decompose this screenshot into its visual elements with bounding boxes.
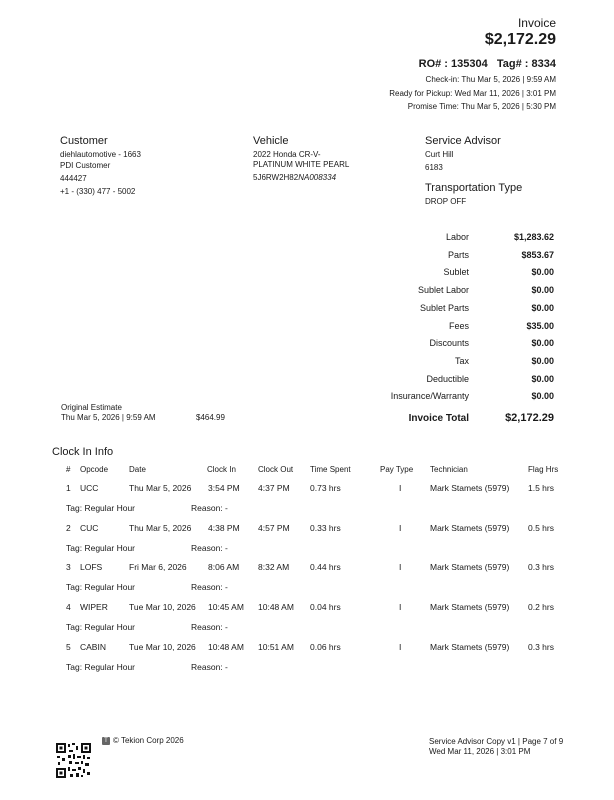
tag-label: Tag: bbox=[66, 503, 83, 513]
tag-label: Tag: bbox=[66, 542, 83, 553]
ro-tag-line: RO# : 135304 Tag# : 8334 bbox=[418, 58, 556, 70]
transport-heading: Transportation Type bbox=[425, 182, 523, 194]
vin-prefix: 5J6RW2H82 bbox=[253, 173, 299, 182]
cell-clock-in: 3:54 PM bbox=[208, 483, 240, 493]
cell-clock-out: 4:37 PM bbox=[258, 483, 290, 493]
customer-name: diehlautomotive - 1663 bbox=[60, 150, 141, 159]
cell-num: 3 bbox=[66, 562, 71, 573]
printed-timestamp: Wed Mar 11, 2026 | 3:01 PM bbox=[429, 747, 531, 756]
cell-flag-hrs: 0.2 hrs bbox=[528, 602, 554, 613]
tag-value: Regular Hour bbox=[84, 503, 136, 513]
total-value: $853.67 bbox=[521, 249, 554, 260]
qr-code-graphic bbox=[55, 742, 92, 779]
cell-clock-out: 8:32 AM bbox=[258, 562, 290, 573]
check-in-time: Check-in: Thu Mar 5, 2026 | 9:59 AM bbox=[425, 75, 556, 84]
reason-value: - bbox=[225, 582, 228, 593]
copyright: © Tekion Corp 2026 bbox=[113, 736, 184, 745]
cell-clock-in: 10:45 AM bbox=[208, 602, 244, 613]
estimate-heading: Original Estimate bbox=[61, 403, 122, 412]
reason-line bbox=[191, 503, 228, 513]
total-label: Sublet Labor bbox=[417, 285, 469, 296]
reason-line bbox=[191, 543, 228, 553]
cell-technician: Mark Stamets (5979) bbox=[430, 602, 510, 613]
vehicle-model: 2022 Honda CR-V- bbox=[253, 150, 321, 159]
total-value: $0.00 bbox=[531, 373, 554, 384]
total-value: $0.00 bbox=[531, 355, 554, 366]
col-header-pay-type: Pay Type bbox=[380, 465, 414, 474]
cell-pay-type: I bbox=[399, 641, 402, 652]
vin-suffix: NA008334 bbox=[298, 173, 337, 182]
document-type: Invoice bbox=[517, 16, 556, 30]
total-value: $0.00 bbox=[531, 338, 554, 349]
cell-time-spent: 0.33 hrs bbox=[310, 522, 341, 533]
tag-line bbox=[66, 503, 135, 513]
total-label: Parts bbox=[447, 249, 469, 260]
cell-date: Tue Mar 10, 2026 bbox=[129, 602, 196, 613]
customer-type: PDI Customer bbox=[60, 161, 111, 170]
cell-pay-type: I bbox=[399, 602, 402, 613]
cell-flag-hrs: 0.3 hrs bbox=[528, 641, 554, 652]
copy-info: Service Advisor Copy v1 | Page 7 of 9 bbox=[429, 737, 564, 746]
total-label: Discounts bbox=[429, 338, 469, 349]
tag-value: Regular Hour bbox=[84, 622, 136, 633]
tag-label: Tag: bbox=[66, 582, 83, 593]
total-value: $0.00 bbox=[531, 302, 554, 313]
reason-value: - bbox=[225, 503, 228, 513]
cell-clock-out: 4:57 PM bbox=[258, 522, 290, 533]
tag-line bbox=[66, 662, 135, 672]
tag-value: Regular Hour bbox=[84, 661, 136, 672]
cell-date: Thu Mar 5, 2026 bbox=[129, 522, 192, 533]
tag-line bbox=[66, 582, 135, 592]
cell-technician: Mark Stamets (5979) bbox=[430, 522, 510, 533]
cell-num: 4 bbox=[66, 602, 71, 613]
cell-time-spent: 0.04 hrs bbox=[310, 602, 341, 613]
cell-opcode: LOFS bbox=[80, 562, 103, 573]
cell-clock-out: 10:51 AM bbox=[258, 641, 294, 652]
cell-opcode: WIPER bbox=[80, 602, 108, 613]
reason-line bbox=[191, 622, 228, 632]
invoice-total-label: Invoice Total bbox=[408, 413, 469, 424]
cell-time-spent: 0.44 hrs bbox=[310, 562, 341, 573]
qr-code bbox=[55, 742, 92, 779]
advisor-id: 6183 bbox=[425, 163, 443, 172]
col-header-flag-hrs: Flag Hrs bbox=[528, 465, 559, 474]
advisor-heading: Service Advisor bbox=[425, 135, 501, 147]
total-label: Fees bbox=[448, 320, 469, 331]
col-header-clock-out: Clock Out bbox=[258, 465, 294, 474]
estimate-amount: $464.99 bbox=[196, 413, 225, 422]
total-value: $0.00 bbox=[531, 391, 554, 402]
tag-value: Regular Hour bbox=[84, 582, 136, 593]
cell-time-spent: 0.06 hrs bbox=[310, 641, 341, 652]
total-label: Tax bbox=[454, 355, 469, 366]
reason-line bbox=[191, 662, 228, 672]
reason-label: Reason: bbox=[191, 582, 223, 593]
reason-line bbox=[191, 582, 228, 592]
estimate-date: Thu Mar 5, 2026 | 9:59 AM bbox=[61, 413, 156, 422]
cell-pay-type: I bbox=[399, 562, 402, 573]
invoice-total-value: $2,172.29 bbox=[505, 412, 554, 424]
cell-technician: Mark Stamets (5979) bbox=[430, 641, 510, 652]
reason-label: Reason: bbox=[191, 661, 223, 672]
cell-clock-in: 4:38 PM bbox=[208, 522, 240, 533]
col-header-time-spent: Time Spent bbox=[310, 465, 351, 474]
vehicle-vin bbox=[253, 173, 336, 182]
cell-pay-type: I bbox=[399, 483, 402, 493]
reason-value: - bbox=[225, 622, 228, 633]
customer-id: 444427 bbox=[60, 174, 87, 183]
reason-value: - bbox=[225, 542, 228, 553]
tekion-logo-icon: T bbox=[102, 737, 110, 745]
customer-heading: Customer bbox=[60, 135, 108, 147]
cell-clock-in: 10:48 AM bbox=[208, 641, 244, 652]
transport-value: DROP OFF bbox=[425, 197, 467, 206]
clock-in-heading: Clock In Info bbox=[52, 446, 114, 458]
cell-flag-hrs: 0.5 hrs bbox=[528, 522, 554, 533]
total-label: Sublet Parts bbox=[419, 302, 469, 313]
reason-label: Reason: bbox=[191, 622, 223, 633]
tag-line bbox=[66, 543, 135, 553]
reason-label: Reason: bbox=[191, 542, 223, 553]
total-label: Labor bbox=[445, 232, 469, 242]
ready-for-pickup-time: Ready for Pickup: Wed Mar 11, 2026 | 3:01 PM bbox=[389, 89, 556, 98]
cell-clock-out: 10:48 AM bbox=[258, 602, 294, 613]
promise-time: Promise Time: Thu Mar 5, 2026 | 5:30 PM bbox=[407, 102, 556, 111]
cell-time-spent: 0.73 hrs bbox=[310, 483, 341, 493]
cell-clock-in: 8:06 AM bbox=[208, 562, 240, 573]
total-value: $0.00 bbox=[531, 285, 554, 296]
cell-num: 2 bbox=[66, 522, 71, 533]
cell-pay-type: I bbox=[399, 522, 402, 533]
vehicle-color: PLATINUM WHITE PEARL bbox=[253, 160, 350, 169]
total-label: Sublet bbox=[443, 267, 469, 278]
cell-date: Thu Mar 5, 2026 bbox=[129, 483, 192, 493]
tag-label: Tag: bbox=[66, 622, 83, 633]
col-header-date: Date bbox=[129, 465, 146, 474]
cell-date: Tue Mar 10, 2026 bbox=[129, 641, 196, 652]
vehicle-heading: Vehicle bbox=[253, 135, 289, 147]
total-label: Insurance/Warranty bbox=[390, 391, 469, 402]
tag-line bbox=[66, 622, 135, 632]
col-header-technician: Technician bbox=[430, 465, 468, 474]
invoice-total-header: $2,172.29 bbox=[484, 31, 556, 48]
cell-date: Fri Mar 6, 2026 bbox=[129, 562, 187, 573]
advisor-name: Curt Hill bbox=[425, 150, 454, 159]
total-value: $35.00 bbox=[526, 320, 554, 331]
cell-technician: Mark Stamets (5979) bbox=[430, 562, 510, 573]
reason-value: - bbox=[225, 661, 228, 672]
cell-opcode: UCC bbox=[80, 483, 99, 493]
cell-num: 5 bbox=[66, 641, 71, 652]
total-label: Deductible bbox=[426, 373, 469, 384]
col-header-clock-in: Clock In bbox=[207, 465, 236, 474]
tag-value: Regular Hour bbox=[84, 542, 136, 553]
col-header-opcode: Opcode bbox=[80, 465, 109, 474]
customer-phone: +1 - (330) 477 - 5002 bbox=[60, 187, 136, 196]
tag-label: Tag: bbox=[66, 661, 83, 672]
cell-technician: Mark Stamets (5979) bbox=[430, 483, 510, 493]
col-header-num: # bbox=[66, 465, 71, 474]
reason-label: Reason: bbox=[191, 503, 223, 513]
total-value: $0.00 bbox=[531, 267, 554, 278]
cell-opcode: CABIN bbox=[80, 641, 106, 652]
total-value: $1,283.62 bbox=[513, 232, 554, 242]
cell-num: 1 bbox=[66, 483, 71, 493]
cell-opcode: CUC bbox=[80, 522, 99, 533]
cell-flag-hrs: 1.5 hrs bbox=[528, 483, 554, 493]
cell-flag-hrs: 0.3 hrs bbox=[528, 562, 554, 573]
